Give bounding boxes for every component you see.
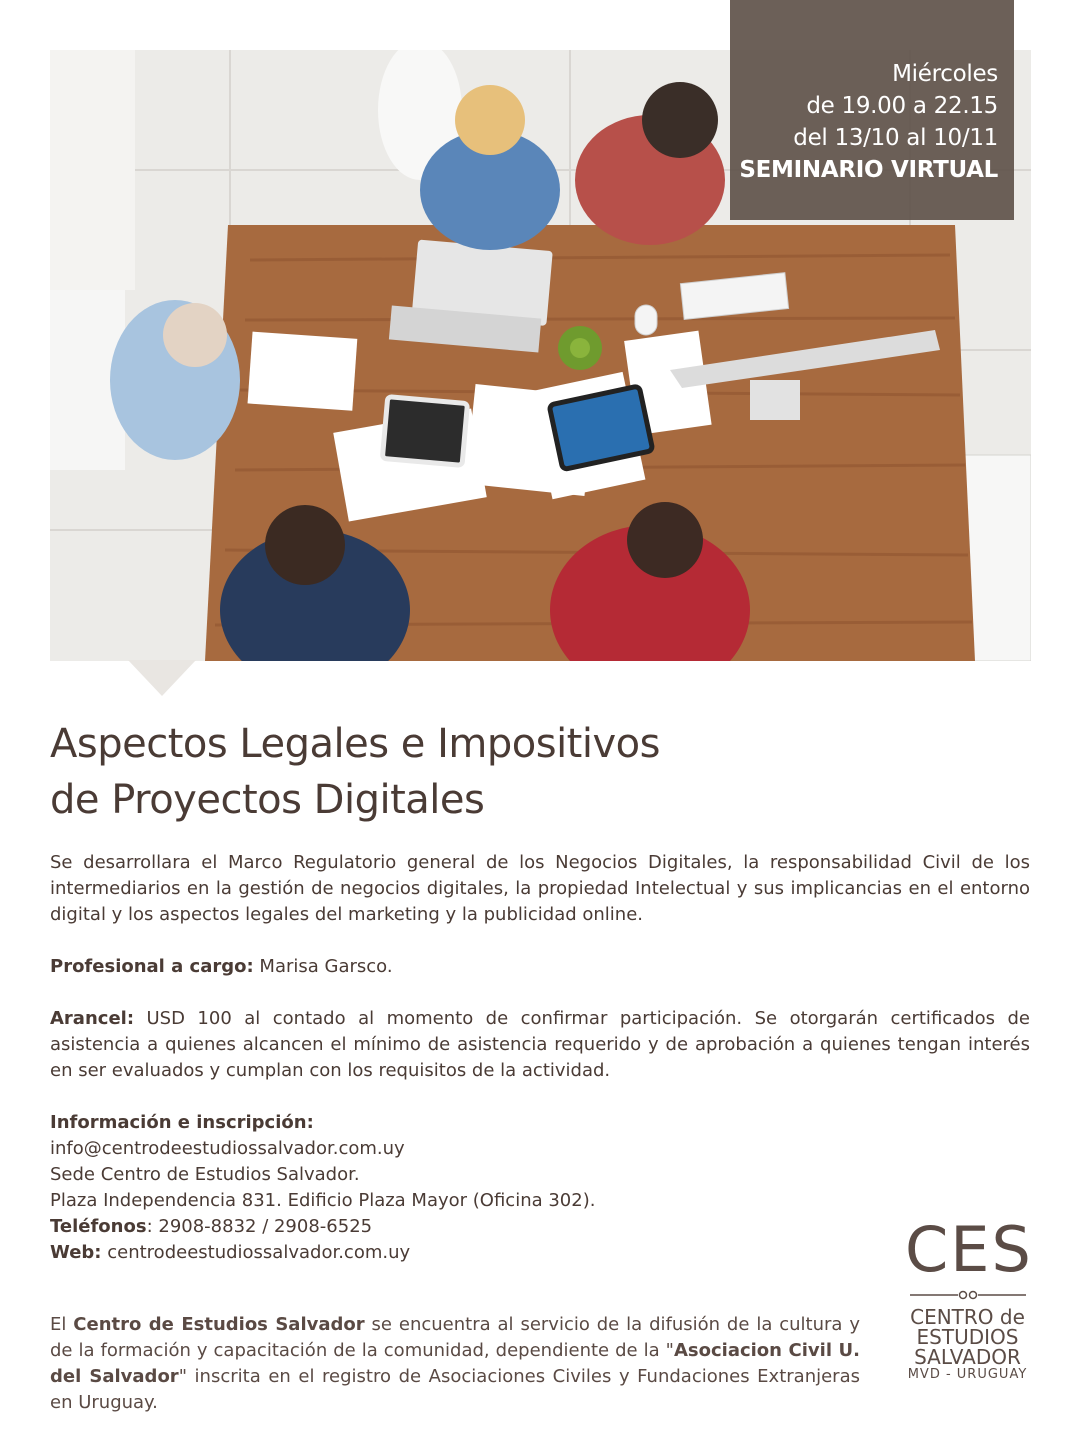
info-block — [50, 1110, 1030, 1266]
schedule-dates: del 13/10 al 10/11 — [793, 125, 998, 151]
footer-parent-org: Asociacion Civil U. del Salvador — [50, 1340, 861, 1387]
professional-label: Profesional a cargo: — [50, 956, 254, 977]
fee-value: USD 100 al contado al momento de confirmar participación. Se otorgarán certificados de asistencia a quienes alcancen el mínimo de asistencia requerido y de aprobación a quienes tengan interés en ser evaluados y cumplan con los requisitos de la actividad. — [50, 1008, 1030, 1081]
footer-text — [50, 1312, 860, 1416]
logo-line-3: SALVADOR — [914, 1345, 1021, 1369]
content — [50, 850, 1030, 1266]
professional — [50, 954, 1030, 980]
logo-ornament-icon — [908, 1289, 1028, 1301]
schedule-hours: de 19.00 a 22.15 — [806, 93, 998, 119]
info-email-link[interactable]: info@centrodeestudiossalvador.com.uy — [50, 1138, 405, 1159]
schedule-day: Miércoles — [892, 61, 998, 87]
description: Se desarrollara el Marco Regulatorio general de los Negocios Digitales, la responsabilidad Civil de los intermediarios en la gestión de negocios digitales, la propiedad Intelectual y sus implicancias en el entorno digital y los aspectos legales del marketing y la publicidad online. — [50, 852, 1030, 925]
phones-label: Teléfonos — [50, 1216, 147, 1237]
logo-line-4: MVD - URUGUAY — [907, 1367, 1028, 1382]
schedule-format: SEMINARIO VIRTUAL — [739, 157, 998, 183]
professional-value: Marisa Garsco. — [253, 956, 393, 977]
phones-value: : 2908-8832 / 2908-6525 — [146, 1216, 373, 1237]
title-line-1: Aspectos Legales e Impositivos — [50, 721, 660, 767]
footer-text-2: se encuentra al servicio de la difusión de la cultura y de la formación y capacitación de la comunidad, dependiente de la " — [50, 1314, 860, 1361]
page-title — [50, 716, 950, 828]
ces-logo — [905, 1213, 1033, 1390]
logo-line-2: ESTUDIOS — [916, 1325, 1019, 1349]
photo-pointer — [128, 660, 196, 696]
footer-text-1: El — [50, 1314, 74, 1335]
footer-text-3: " inscrita en el registro de Asociaciones Civiles y Fundaciones Extranjeras en Uruguay. — [50, 1366, 860, 1413]
fee-label: Arancel: — [50, 1008, 135, 1029]
info-address: Plaza Independencia 831. Edificio Plaza Mayor (Oficina 302). — [50, 1190, 596, 1211]
info-heading: Información e inscripción: — [50, 1112, 314, 1133]
schedule-box — [730, 0, 1014, 220]
logo-line-1: CENTRO de — [910, 1305, 1025, 1329]
footer-org-name: Centro de Estudios Salvador — [73, 1314, 365, 1335]
logo-mark: CES — [905, 1213, 1033, 1286]
title-line-2: de Proyectos Digitales — [50, 777, 485, 823]
fee — [50, 1006, 1030, 1084]
web-link[interactable]: centrodeestudiossalvador.com.uy — [101, 1242, 411, 1263]
web-label: Web: — [50, 1242, 102, 1263]
info-venue: Sede Centro de Estudios Salvador. — [50, 1164, 360, 1185]
